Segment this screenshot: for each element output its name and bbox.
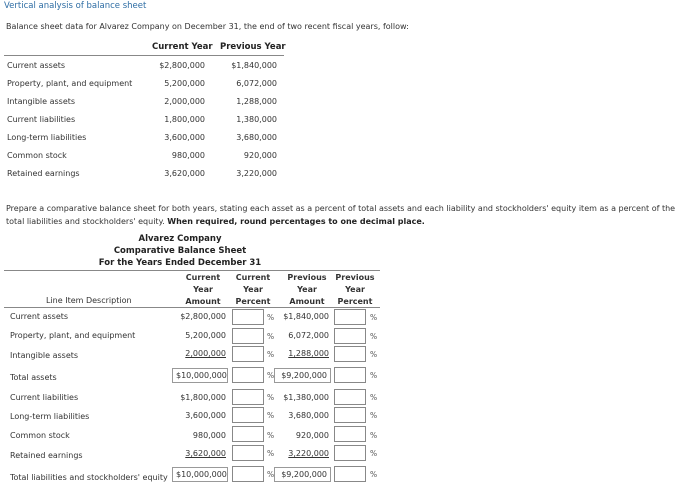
percent-sign: % [370,431,378,440]
header-previous-year: Previous Year [220,42,286,52]
row-label: Property, plant, and equipment [10,331,136,340]
row-current-value: 3,600,000 [164,133,205,142]
row-current-amount: 2,000,000 [185,349,226,358]
row-previous-amount: $9,200,000 [274,368,331,383]
statement-top-rule [4,270,380,271]
row-label: Common stock [10,431,70,440]
row-current-amount: $1,800,000 [180,393,226,402]
row-current-value: 2,000,000 [164,97,205,106]
percent-sign: % [370,371,378,380]
row-current-amount: $10,000,000 [172,467,228,482]
statement-period: For the Years Ended December 31 [98,258,262,268]
row-previous-amount: 3,220,000 [288,449,329,458]
row-label: Long-term liabilities [10,412,90,421]
total-liab-equity-previous-percent-input[interactable] [334,466,366,482]
row-label: Property, plant, and equipment [7,79,133,88]
header-divider [4,55,284,56]
row-previous-value: 6,072,000 [236,79,277,88]
percent-sign: % [267,332,275,341]
row-previous-amount: $1,380,000 [283,393,329,402]
row-label: Intangible assets [7,97,76,106]
percent-sign: % [267,431,275,440]
common-stock-previous-percent-input[interactable] [334,426,366,442]
row-previous-value: 1,288,000 [236,97,277,106]
row-previous-value: 3,680,000 [236,133,277,142]
row-label: Intangible assets [10,351,79,360]
percent-sign: % [370,350,378,359]
row-label: Current liabilities [7,115,76,124]
col-line-item: Line Item Description [46,296,132,305]
header-current-year: Current Year [152,42,213,52]
total-assets-current-percent-input[interactable] [232,367,264,383]
row-label: Retained earnings [10,451,83,460]
row-label: Retained earnings [7,169,80,178]
total-liab-equity-current-percent-input[interactable] [232,466,264,482]
row-previous-amount: $1,840,000 [283,312,329,321]
percent-sign: % [370,449,378,458]
row-current-value: 980,000 [171,151,205,160]
long-term-liabilities-current-percent-input[interactable] [232,407,264,423]
col-current-percent: Current Year Percent [235,273,271,306]
percent-sign: % [267,371,275,380]
current-assets-current-percent-input[interactable] [232,309,264,325]
row-current-value: 1,800,000 [164,115,205,124]
row-previous-amount: 3,680,000 [288,411,329,420]
instructions [6,202,678,228]
percent-sign: % [267,411,275,420]
row-current-value: $2,800,000 [159,61,205,70]
row-current-amount: 3,600,000 [185,411,226,420]
statement-company: Alvarez Company [138,234,222,244]
common-stock-current-percent-input[interactable] [232,426,264,442]
row-current-value: 5,200,000 [164,79,205,88]
ppe-current-percent-input[interactable] [232,328,264,344]
instructions-rounding-note: When required, round percentages to one decimal place. [167,217,425,226]
intro-text: Balance sheet data for Alvarez Company on December 31, the end of two recent fiscal years, follow: [6,22,409,31]
intangible-previous-percent-input[interactable] [334,346,366,362]
total-assets-previous-percent-input[interactable] [334,367,366,383]
col-previous-amount: Previous Year Amount [287,273,327,306]
row-previous-value: 1,380,000 [236,115,277,124]
percent-sign: % [370,411,378,420]
percent-sign: % [267,350,275,359]
row-current-amount: 5,200,000 [185,331,226,340]
percent-sign: % [370,393,378,402]
percent-sign: % [267,313,275,322]
row-previous-value: 3,220,000 [236,169,277,178]
col-previous-percent: Previous Year Percent [335,273,375,306]
long-term-liabilities-previous-percent-input[interactable] [334,407,366,423]
percent-sign: % [267,470,275,479]
row-previous-value: $1,840,000 [231,61,277,70]
percent-sign: % [267,393,275,402]
row-current-amount: 980,000 [192,431,226,440]
row-previous-amount: $9,200,000 [274,467,331,482]
row-label: Common stock [7,151,67,160]
row-current-amount: 3,620,000 [185,449,226,458]
percent-sign: % [267,449,275,458]
current-assets-previous-percent-input[interactable] [334,309,366,325]
ppe-previous-percent-input[interactable] [334,328,366,344]
percent-sign: % [370,313,378,322]
row-current-amount: $2,800,000 [180,312,226,321]
row-label: Current assets [7,61,66,70]
col-current-amount: Current Year Amount [185,273,221,306]
percent-sign: % [370,470,378,479]
intangible-current-percent-input[interactable] [232,346,264,362]
page-title: Vertical analysis of balance sheet [4,1,147,11]
row-previous-amount: 6,072,000 [288,331,329,340]
row-label: Total assets [10,373,57,382]
row-current-amount: $10,000,000 [172,368,228,383]
row-label: Long-term liabilities [7,133,87,142]
row-previous-value: 920,000 [243,151,277,160]
retained-earnings-previous-percent-input[interactable] [334,445,366,461]
row-previous-amount: 1,288,000 [288,349,329,358]
current-liabilities-current-percent-input[interactable] [232,389,264,405]
row-label: Current assets [10,312,69,321]
header-bottom-rule [4,307,380,308]
percent-sign: % [370,332,378,341]
row-current-value: 3,620,000 [164,169,205,178]
row-previous-amount: 920,000 [295,431,329,440]
current-liabilities-previous-percent-input[interactable] [334,389,366,405]
instructions-text: Prepare a comparative balance sheet for both years, stating each asset as a percent of total assets and each liability and stockholders' equity item as a percent of the total liabilities and stockholders' equity. [6,204,676,226]
row-label: Total liabilities and stockholders' equity [10,473,168,482]
row-label: Current liabilities [10,393,79,402]
retained-earnings-current-percent-input[interactable] [232,445,264,461]
statement-name: Comparative Balance Sheet [113,246,247,256]
